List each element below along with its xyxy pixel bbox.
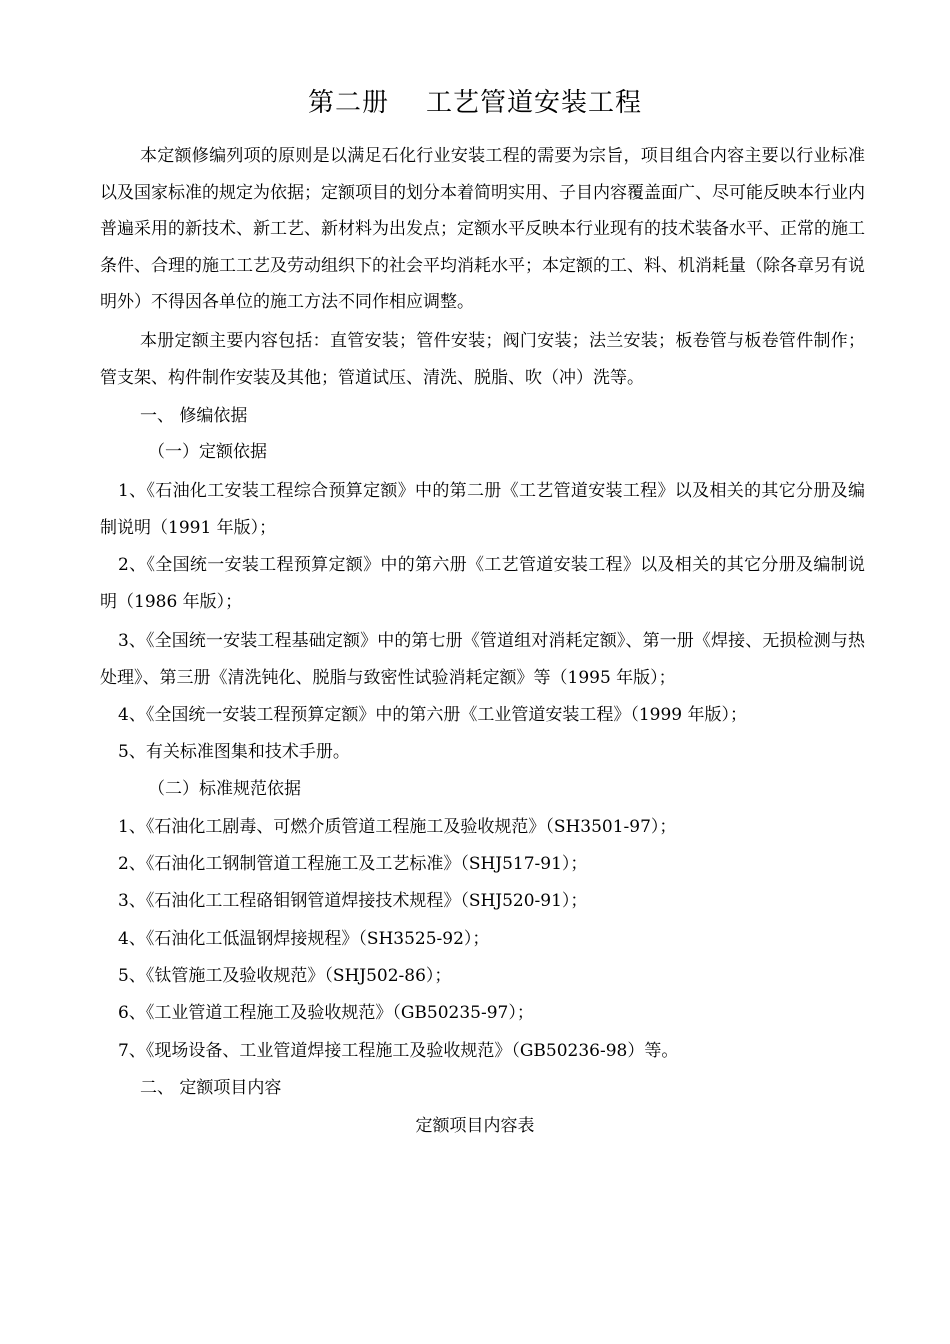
basis-item-4: 4、《全国统一安装工程预算定额》中的第六册《工业管道安装工程》（1999 年版）； — [118, 705, 747, 725]
standard-item-6: 6、《工业管道工程施工及验收规范》（GB50235-97）； — [118, 1003, 534, 1023]
subsection-2-heading: （二）标准规范依据 — [148, 779, 301, 799]
standard-item-2: 2、《石油化工钢制管道工程施工及工艺标准》（SHJ517-91）； — [118, 854, 588, 874]
table-caption: 定额项目内容表 — [415, 1116, 535, 1136]
section-1-heading: 一、 修编依据 — [140, 406, 248, 426]
basis-item-5: 5、有关标准图集和技术手册。 — [118, 742, 350, 762]
basis-item-1: 1、《石油化工安装工程综合预算定额》中的第二册《工艺管道安装工程》以及相关的其它分册及编制说明（1991 年版）； — [100, 481, 865, 538]
basis-item-2: 2、《全国统一安装工程预算定额》中的第六册《工艺管道安装工程》以及相关的其它分册及编制说明（1986 年版）； — [100, 555, 865, 612]
standard-item-7: 7、《现场设备、工业管道焊接工程施工及验收规范》（GB50236-98）等。 — [118, 1041, 679, 1061]
standard-item-3: 3、《石油化工工程硌钼钢管道焊接技术规程》（SHJ520-91）； — [118, 891, 588, 911]
section-2-heading: 二、 定额项目内容 — [140, 1078, 282, 1098]
page-title: 第二册 工艺管道安装工程 — [307, 88, 643, 118]
subsection-1-heading: （一）定额依据 — [148, 442, 267, 462]
standard-item-1: 1、《石油化工剧毒、可燃介质管道工程施工及验收规范》（SH3501-97）； — [118, 817, 677, 837]
standard-item-5: 5、《钛管施工及验收规范》（SHJ502-86）； — [118, 966, 452, 986]
intro-paragraph-1: 本定额修编列项的原则是以满足石化行业安装工程的需要为宗旨，项目组合内容主要以行业标准以及国家标准的规定为依据；定额项目的划分本着简明实用、子目内容覆盖面广、尽可能反映本行业内普遍采用的新技术、新工艺、新材料为出发点；定额水平反映本行业现有的技术装备水平、正常的施工条件、合理的施工工艺及劳动组织下的社会平均消耗水平；本定额的工、料、机消耗量（除各章另有说明外）不得因各单位的施工方法不同作相应调整。 — [100, 146, 865, 312]
basis-item-3: 3、《全国统一安装工程基础定额》中的第七册《管道组对消耗定额》、第一册《焊接、无损检测与热处理》、第三册《清洗钝化、脱脂与致密性试验消耗定额》等（1995 年版）； — [100, 631, 865, 688]
standard-item-4: 4、《石油化工低温钢焊接规程》（SH3525-92）； — [118, 929, 490, 949]
intro-paragraph-2: 本册定额主要内容包括：直管安装；管件安装；阀门安装；法兰安装；板卷管与板卷管件制作；管支架、构件制作安装及其他；管道试压、清洗、脱脂、吹（冲）洗等。 — [100, 331, 865, 388]
